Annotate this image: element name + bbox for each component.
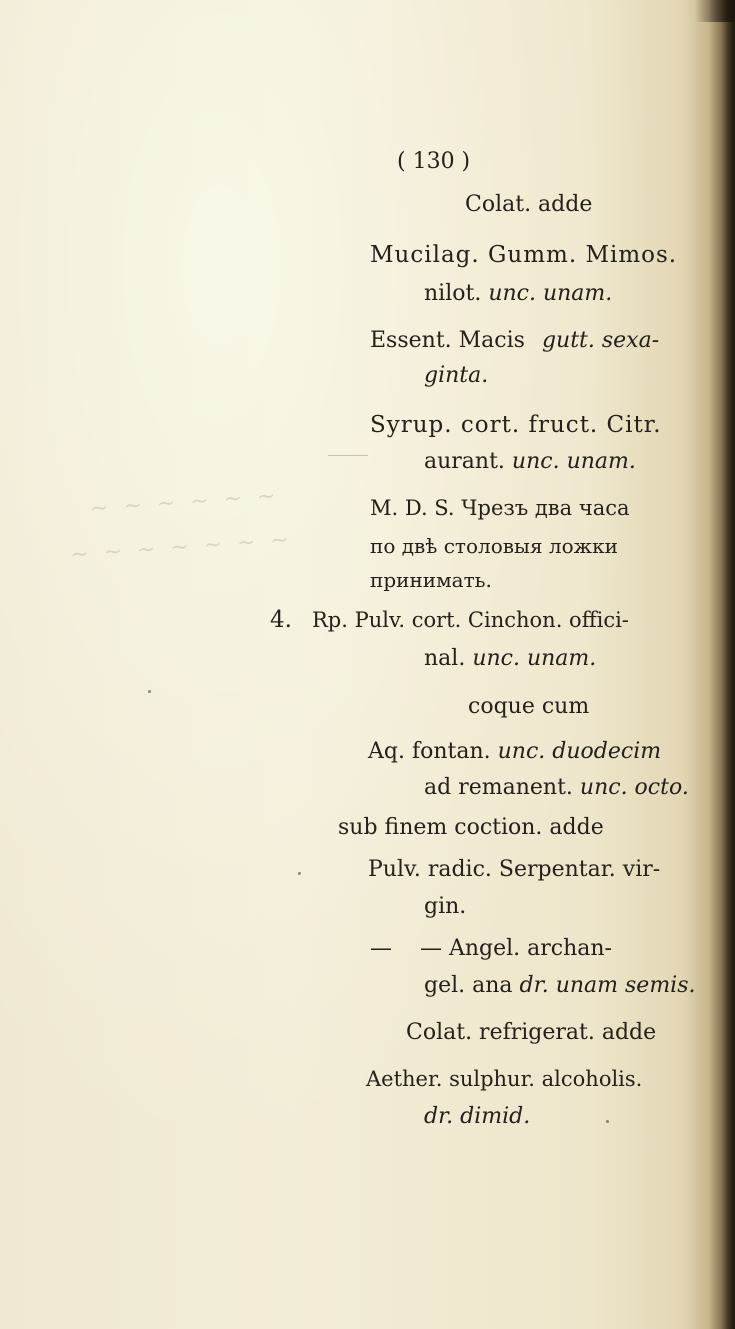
text-line: Pulv. radic. Serpentar. vir-	[368, 857, 661, 882]
text-line: Aether. sulphur. alcoholis.	[366, 1067, 643, 1091]
text-span-italic: dr. unam semis.	[519, 973, 696, 998]
text-span-italic: gutt. sexa-	[541, 328, 660, 353]
text-line: M. D. S. Чрезъ два часа	[370, 496, 630, 520]
text-line: gin.	[424, 894, 467, 919]
book-corner-shadow	[695, 0, 735, 22]
text-span: Essent. Macis	[370, 328, 525, 353]
text-line: Colat. adde	[465, 192, 593, 217]
ink-speck	[148, 690, 151, 693]
text-span-italic: unc. duodecim	[497, 739, 662, 764]
text-span: ad remanent.	[424, 775, 573, 800]
pencil-mark	[328, 455, 368, 456]
text-line: Colat. refrigerat. adde	[406, 1020, 657, 1045]
handwritten-margin-note: ~ ~ ~ ~ ~ ~ ~	[69, 527, 294, 568]
text-span-italic: unc. unam.	[488, 281, 613, 306]
text-line: sub finem coction. adde	[338, 815, 604, 840]
page-number: ( 130 )	[397, 149, 471, 174]
text-line: dr. dimid.	[424, 1104, 531, 1129]
text-span: aurant.	[424, 449, 505, 474]
text-line	[370, 327, 659, 355]
ink-speck	[298, 872, 301, 875]
text-line: по двѣ столовыя ложки	[370, 534, 618, 558]
text-line: принимать.	[370, 568, 492, 592]
text-span-italic: unc. unam.	[472, 646, 597, 671]
text-span-italic: unc. octo.	[579, 775, 689, 800]
text-span: nal.	[424, 646, 466, 671]
text-line	[424, 972, 696, 1000]
ink-speck	[606, 1120, 609, 1123]
text-line	[424, 645, 596, 673]
text-span: nilot.	[424, 281, 482, 306]
text-line: Mucilag. Gumm. Mimos.	[370, 242, 678, 268]
text-line	[424, 448, 636, 476]
text-line: coque cum	[468, 694, 590, 719]
text-line: — — Angel. archan-	[370, 936, 612, 961]
text-span-italic: unc. unam.	[511, 449, 636, 474]
handwritten-margin-note: ~ ~ ~ ~ ~ ~	[89, 483, 281, 522]
text-line: Syrup. cort. fruct. Citr.	[370, 412, 662, 438]
list-number: 4.	[270, 607, 292, 633]
text-line: ginta.	[424, 363, 489, 388]
text-line	[368, 738, 661, 766]
book-spine-shadow	[709, 0, 735, 1329]
text-span: gel. ana	[424, 973, 513, 998]
text-line: Rp. Pulv. cort. Cinchon. offici-	[312, 608, 629, 632]
text-line	[424, 280, 612, 308]
text-span: Aq. fontan.	[368, 739, 491, 764]
text-line	[424, 774, 689, 802]
